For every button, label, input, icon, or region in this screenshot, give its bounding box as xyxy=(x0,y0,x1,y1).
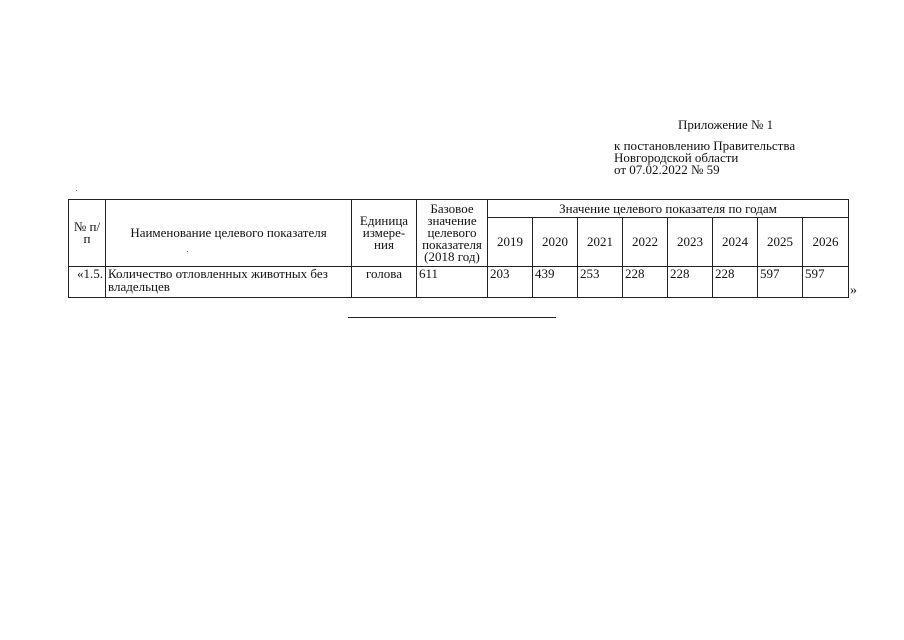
appendix-line-2: Новгородской области xyxy=(614,150,739,165)
row-year-value: 228 xyxy=(623,267,668,298)
header-num: № п/п xyxy=(69,200,106,267)
scan-speck xyxy=(187,251,188,252)
header-year: 2019 xyxy=(488,218,533,267)
header-year: 2026 xyxy=(803,218,849,267)
header-year: 2023 xyxy=(668,218,713,267)
header-name: Наименование целевого показателя xyxy=(106,200,352,267)
header-row-top xyxy=(69,200,849,218)
row-year-value: 228 xyxy=(713,267,758,298)
table-row xyxy=(69,267,849,298)
end-rule xyxy=(348,317,556,318)
appendix-header xyxy=(614,118,854,176)
header-year: 2025 xyxy=(758,218,803,267)
header-base: Базовое значение целевого показателя (2018 год) xyxy=(417,200,488,267)
row-base-value: 611 xyxy=(417,267,488,298)
row-number: «1.5. xyxy=(69,267,106,298)
header-year: 2024 xyxy=(713,218,758,267)
row-year-value: 597 xyxy=(758,267,803,298)
row-year-value: 203 xyxy=(488,267,533,298)
header-year: 2021 xyxy=(578,218,623,267)
header-years-group: Значение целевого показателя по годам xyxy=(488,200,849,218)
row-unit: голова xyxy=(352,267,417,298)
appendix-line-1: к постановлению Правительства xyxy=(614,138,796,153)
row-indicator-name: Количество отловленных животных без владельцев xyxy=(106,267,352,298)
header-year: 2022 xyxy=(623,218,668,267)
row-year-value: 228 xyxy=(668,267,713,298)
appendix-title: Приложение № 1 xyxy=(678,117,774,132)
header-unit: Единица измере-ния xyxy=(352,200,417,267)
scan-speck xyxy=(76,190,77,191)
row-year-value: 439 xyxy=(533,267,578,298)
row-year-value: 597 xyxy=(803,267,849,298)
appendix-line-3: от 07.02.2022 № 59 xyxy=(614,162,720,177)
row-year-value: 253 xyxy=(578,267,623,298)
header-year: 2020 xyxy=(533,218,578,267)
closing-quote: » xyxy=(850,283,857,298)
indicators-table xyxy=(68,199,849,298)
